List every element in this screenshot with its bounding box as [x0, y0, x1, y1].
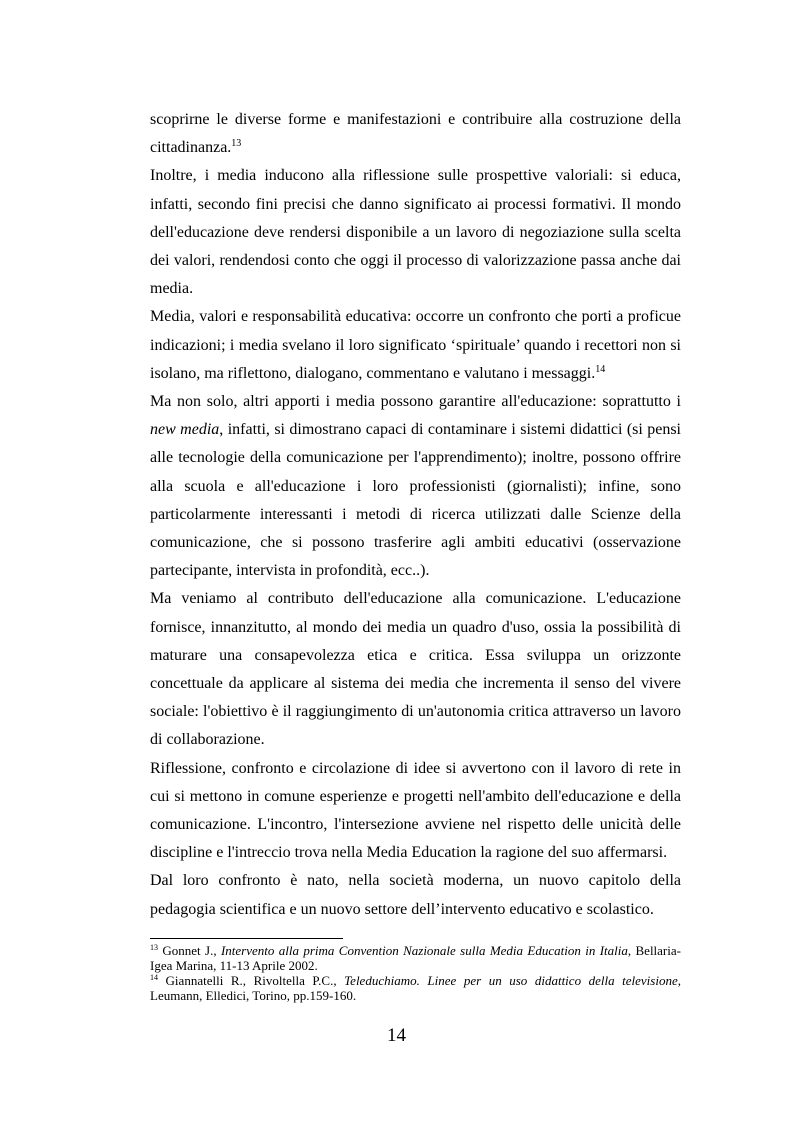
paragraph — [150, 303, 681, 388]
footnote-number: 13 — [150, 943, 158, 952]
paragraph-text: scoprirne le diverse forme e manifestazioni e contribuire alla costruzione della cittadinanza. — [150, 111, 681, 157]
paragraph: Ma veniamo al contributo dell'educazione alla comunicazione. L'educazione fornisce, innanzitutto, al mondo dei media un quadro d'uso, ossia la possibilità di maturare una consapevolezza etica e critica. Essa sviluppa un orizzonte concettuale da applicare al sistema dei media che incrementa il senso del vivere sociale: l'obiettivo è il raggiungimento di un'autonomia critica attraverso un lavoro di collaborazione. — [150, 590, 681, 749]
footnote-ref-14[interactable]: 14 — [595, 363, 606, 375]
footnote — [150, 943, 681, 973]
footnote-details: , Leumann, Elledici, Torino, pp.159-160. — [150, 973, 681, 1003]
paragraph: Dal loro confronto è nato, nella società moderna, un nuovo capitolo della pedagogia scientifica e un nuovo settore dell’intervento educativo e scolastico. — [150, 872, 681, 918]
body-text — [150, 106, 681, 924]
footnotes — [150, 943, 681, 1003]
footnote-title: Intervento alla prima Convention Nazionale sulla Media Education in Italia — [220, 943, 628, 958]
footnote — [150, 973, 681, 1003]
paragraph-text: Ma non solo, altri apporti i media possono garantire all'educazione: soprattutto i — [150, 393, 681, 411]
footnote-author: Gonnet J., — [158, 943, 221, 958]
footnote-ref-13[interactable]: 13 — [231, 138, 242, 150]
paragraph: Riflessione, confronto e circolazione di idee si avvertono con il lavoro di rete in cui si mettono in comune esperienze e progetti nell'ambito dell'educazione e della comunicazione. L'incontro, l'intersezione avviene nel rispetto delle unicità delle discipline e l'intreccio trova nella Media Education la ragione del suo affermarsi. — [150, 759, 681, 862]
footnote-title: Teleduchiamo. Linee per un uso didattico della televisione — [344, 973, 678, 988]
page-number: 14 — [387, 1025, 406, 1046]
paragraph-text: Media, valori e responsabilità educativa: occorre un confronto che porti a proficue indicazioni; i media svelano il loro significato ‘spirituale’ quando i recettori non si isolano, ma riflettono, dialogano, commentano e valutano i messaggi. — [150, 308, 681, 382]
footnote-details: , Bellaria-Igea Marina, 11-13 Aprile 2002. — [150, 943, 681, 973]
paragraph — [150, 106, 681, 162]
footnote-separator — [150, 938, 343, 939]
paragraph — [150, 388, 681, 585]
paragraph: Inoltre, i media inducono alla riflessione sulle prospettive valoriali: si educa, infatti, secondo fini precisi che danno significato ai processi formativi. Il mondo dell'educazione deve rendersi disponibile a un lavoro di negoziazione sulla scelta dei valori, rendendosi conto che oggi il processo di valorizzazione passa anche dai media. — [150, 167, 681, 298]
footnote-number: 14 — [150, 973, 158, 982]
footnote-author: Giannatelli R., Rivoltella P.C., — [158, 973, 345, 988]
paragraph-text: , infatti, si dimostrano capaci di contaminare i sistemi didattici (si pensi alle tecnologie della comunicazione per l'apprendimento); inoltre, possono offrire alla scuola e all'educazione i loro professionisti (giornalisti); infine, sono particolarmente interessanti i metodi di ricerca utilizzati dalle Scienze della comunicazione, che si possono trasferire agli ambiti educativi (osservazione partecipante, intervista in profondità, ecc..). — [150, 421, 682, 580]
italic-term: new media — [150, 421, 220, 439]
